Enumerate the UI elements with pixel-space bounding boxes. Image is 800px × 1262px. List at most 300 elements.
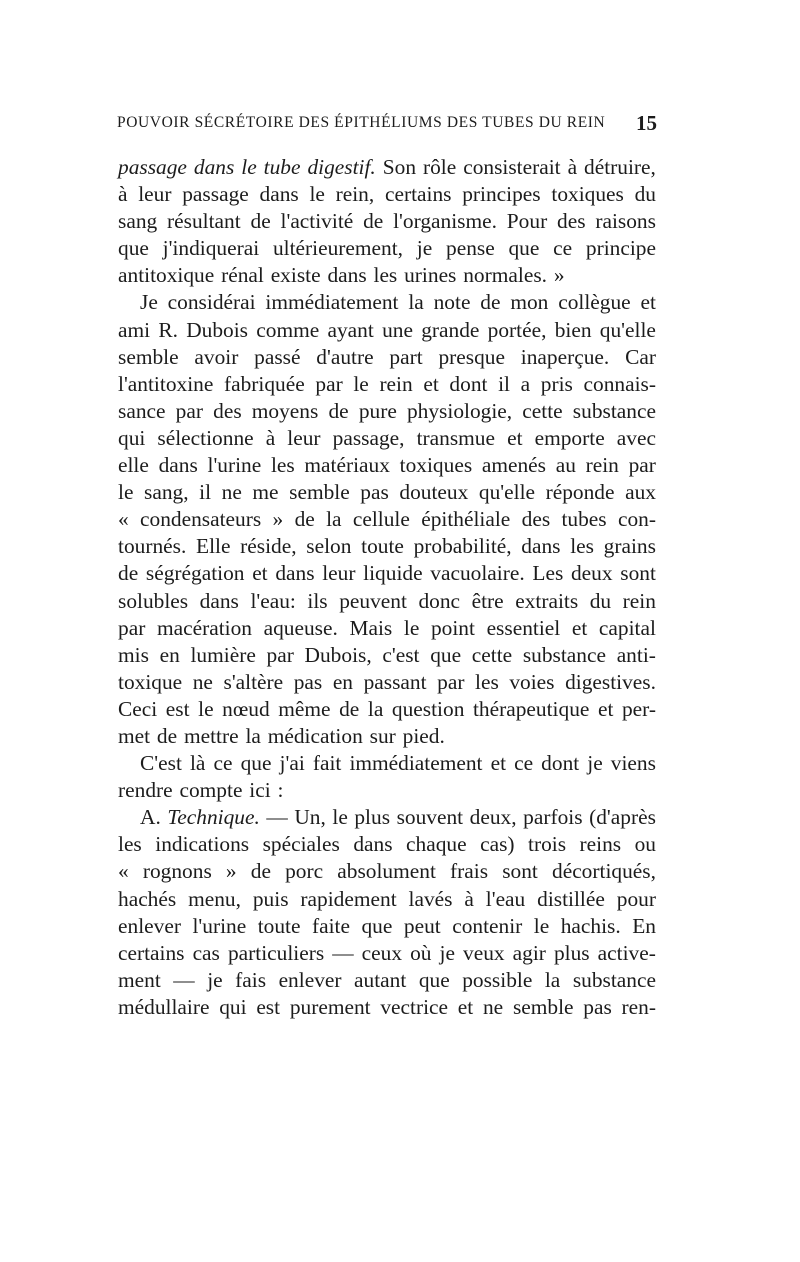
word: fais — [235, 967, 267, 992]
word: ment — [118, 967, 161, 992]
word: ce — [213, 751, 233, 776]
word: s'altère — [223, 669, 284, 694]
word: emporte — [534, 425, 605, 450]
word: elle — [118, 453, 149, 478]
word: des — [521, 507, 551, 532]
word: absolument — [337, 859, 436, 884]
word: veux — [463, 940, 505, 965]
word: considérai — [167, 290, 256, 315]
word: ne — [482, 994, 504, 1019]
word: donc — [418, 588, 461, 613]
word: principes — [462, 182, 541, 207]
word: les — [475, 669, 499, 694]
word: matériaux — [304, 453, 390, 478]
word: comme — [256, 317, 320, 342]
word: grande — [421, 317, 480, 342]
word: le — [198, 696, 214, 721]
word: passage — [182, 182, 249, 207]
word: où — [410, 940, 432, 965]
word: les — [570, 534, 594, 559]
word: Dubois — [186, 317, 249, 342]
word: Un, — [294, 805, 326, 830]
text-line — [118, 262, 656, 289]
text-line — [118, 452, 656, 479]
word: pour — [616, 886, 656, 911]
word: me — [252, 480, 279, 505]
word: ayant — [327, 317, 374, 342]
word: grains — [603, 534, 656, 559]
text-line — [118, 181, 656, 208]
word: pure — [358, 398, 397, 423]
word: que — [430, 642, 462, 667]
word: porc — [285, 859, 324, 884]
word: dans — [327, 263, 367, 288]
word: dans — [158, 453, 198, 478]
word: mettre — [183, 723, 239, 748]
word: en — [159, 642, 180, 667]
word: ne — [192, 669, 213, 694]
word: même — [278, 696, 331, 721]
word: rein — [622, 588, 656, 613]
word: transmue — [416, 425, 496, 450]
word: l'activité — [280, 209, 354, 234]
word: que — [508, 236, 540, 261]
word: de — [480, 290, 501, 315]
word: dont — [541, 751, 580, 776]
text-line — [118, 669, 656, 696]
word: Pour — [506, 209, 548, 234]
word: par — [175, 398, 203, 423]
word: puis — [252, 886, 289, 911]
word: deux, — [469, 805, 517, 830]
word: Ceci — [118, 696, 158, 721]
word: le — [353, 371, 369, 396]
word: de — [363, 209, 384, 234]
word: des — [213, 398, 242, 423]
word: c'est — [382, 642, 420, 667]
word: l'urine — [192, 913, 247, 938]
word: et — [252, 561, 268, 586]
text-line — [118, 317, 656, 344]
word: par — [315, 371, 343, 396]
word: passant — [363, 669, 427, 694]
word: Je — [140, 290, 158, 315]
word: ceux — [361, 940, 403, 965]
word: décortiqués, — [552, 859, 656, 884]
word: médication — [267, 723, 363, 748]
text-line — [118, 858, 656, 885]
word: substance — [522, 642, 606, 667]
word: vacuolaire. — [430, 561, 525, 586]
word: anti- — [616, 642, 656, 667]
text-line — [118, 208, 656, 235]
running-head — [117, 111, 657, 144]
word: semble — [512, 994, 574, 1019]
text-line — [118, 804, 656, 831]
text-line — [118, 831, 656, 858]
word: viens — [610, 751, 656, 776]
word: mon — [510, 290, 549, 315]
word: par — [437, 669, 465, 694]
word: — — [266, 805, 288, 830]
word: ce — [553, 236, 573, 261]
word: enlever — [118, 913, 181, 938]
word: autant — [354, 967, 407, 992]
word: » — [553, 263, 565, 288]
word: collègue — [558, 290, 631, 315]
text-line — [118, 154, 656, 181]
word: le — [118, 480, 134, 505]
word: du — [589, 588, 612, 613]
word: je — [207, 967, 223, 992]
word: parfois — [523, 805, 583, 830]
text-line — [118, 913, 656, 940]
word: et — [490, 751, 507, 776]
word: voies — [509, 669, 555, 694]
word: raisons — [595, 209, 656, 234]
word: peut — [403, 913, 441, 938]
word: l'urine — [207, 453, 262, 478]
word: macération — [156, 615, 252, 640]
word: ou — [634, 832, 656, 857]
text-line — [118, 371, 656, 398]
word: dans — [199, 588, 239, 613]
word: ultérieurement, — [272, 236, 404, 261]
word: chaque — [406, 832, 467, 857]
word: et — [597, 696, 614, 721]
word: le — [403, 615, 420, 640]
word: contenir — [452, 913, 523, 938]
word: cas) — [480, 832, 515, 857]
word: (d'après — [589, 805, 656, 830]
word: normales. — [463, 263, 547, 288]
word: de — [294, 507, 315, 532]
word: thérapeutique — [472, 696, 590, 721]
word: la — [367, 696, 384, 721]
text-line — [118, 777, 656, 804]
word: ren- — [621, 994, 656, 1019]
word: sont — [502, 859, 538, 884]
word: fabriquée — [223, 371, 305, 396]
word: rognons — [142, 859, 212, 884]
word: j'ai — [279, 751, 305, 776]
word: pied. — [402, 723, 445, 748]
word: possible — [462, 967, 533, 992]
word: et — [457, 994, 474, 1019]
body-text — [118, 154, 656, 1021]
word: physiologie, — [406, 398, 513, 423]
word: rendre — [118, 778, 173, 803]
word: dans — [521, 534, 561, 559]
word: dont — [449, 371, 488, 396]
word: : — [277, 778, 284, 803]
word: active- — [597, 940, 656, 965]
word: est — [165, 696, 190, 721]
word: que — [418, 967, 450, 992]
word: Les — [532, 561, 564, 586]
word: plus — [553, 940, 590, 965]
word: avec — [616, 425, 656, 450]
word: la — [326, 507, 342, 532]
word: — — [332, 940, 354, 965]
word: semble — [289, 480, 350, 505]
word: rôle — [422, 155, 457, 179]
word: existe — [270, 263, 321, 288]
word: et — [571, 615, 588, 640]
text-line — [118, 425, 656, 452]
word: « — [118, 859, 129, 884]
word: sur — [369, 723, 396, 748]
word: douteux — [399, 480, 469, 505]
word: réside, — [240, 534, 297, 559]
word: ne — [221, 480, 242, 505]
text-line — [118, 696, 656, 723]
word: et — [423, 371, 439, 396]
text-line — [118, 886, 656, 913]
word: deux — [570, 561, 613, 586]
word: Car — [625, 344, 656, 369]
word: la — [245, 723, 261, 748]
word: par — [628, 453, 656, 478]
word: C'est — [140, 751, 182, 776]
word: nœud — [222, 696, 270, 721]
word: essentiel — [486, 615, 561, 640]
word: Son — [382, 155, 417, 179]
text-line — [118, 940, 656, 967]
word: rapidement — [300, 886, 397, 911]
word: leur — [287, 425, 321, 450]
word: aqueuse. — [263, 615, 338, 640]
text-line — [118, 344, 656, 371]
word: part — [389, 344, 423, 369]
word: » — [225, 859, 237, 884]
word: particuliers — [227, 940, 325, 965]
word: ici — [249, 778, 271, 803]
word: certains — [384, 182, 452, 207]
word: de — [156, 723, 178, 748]
word: l'eau: — [250, 588, 296, 613]
word: de — [339, 696, 360, 721]
word: détruire, — [584, 155, 656, 179]
word: il — [498, 371, 510, 396]
word: selon — [306, 534, 352, 559]
word: Technique. — [167, 805, 260, 830]
word: par — [266, 642, 294, 667]
word: cette — [471, 642, 513, 667]
text-line — [118, 533, 656, 560]
word: Dubois, — [304, 642, 372, 667]
word: dans — [259, 182, 299, 207]
word: les — [373, 263, 398, 288]
text-line — [118, 615, 656, 642]
word: probabilité, — [413, 534, 512, 559]
text-line — [118, 479, 656, 506]
word: là — [189, 751, 206, 776]
word: toute — [361, 534, 404, 559]
word: passage, — [332, 425, 405, 450]
word: dans — [353, 832, 393, 857]
word: condensateurs — [140, 507, 262, 532]
text-line — [118, 723, 656, 750]
word: à — [118, 182, 128, 207]
word: digestives. — [565, 669, 656, 694]
word: que — [118, 236, 149, 261]
word: portée, — [487, 317, 547, 342]
word: épithéliale — [421, 507, 511, 532]
word: ségrégation — [145, 561, 245, 586]
word: peuvent — [339, 588, 407, 613]
word: il — [199, 480, 212, 505]
word: con- — [617, 507, 656, 532]
word: cas — [192, 940, 220, 965]
text-line — [118, 642, 656, 669]
word: point — [430, 615, 475, 640]
word: sélectionne — [157, 425, 254, 450]
word: réponde — [545, 480, 615, 505]
word: antitoxique — [118, 263, 215, 288]
word: compte — [179, 778, 243, 803]
word: sang, — [144, 480, 189, 505]
text-line — [118, 967, 656, 994]
word: en — [332, 669, 354, 694]
word: reins — [579, 832, 622, 857]
word: une — [382, 317, 413, 342]
word: urines — [404, 263, 457, 288]
word: inaperçue. — [520, 344, 610, 369]
word: médullaire — [118, 994, 210, 1019]
word: à — [567, 155, 578, 179]
word: d'autre — [316, 344, 374, 369]
word: de — [118, 561, 139, 586]
word: tubes — [561, 507, 607, 532]
word: enlever — [278, 967, 342, 992]
word: menu, — [188, 886, 241, 911]
word: qui — [118, 425, 146, 450]
word: plus — [354, 805, 391, 830]
word: à — [464, 886, 474, 911]
word: que — [240, 751, 272, 776]
word: consisterait — [463, 155, 561, 179]
word: à — [265, 425, 276, 450]
word: connais- — [583, 371, 656, 396]
text-line — [118, 560, 656, 587]
word: je — [587, 751, 603, 776]
word: hachés — [118, 886, 177, 911]
word: rein — [379, 371, 413, 396]
word: dans — [275, 561, 315, 586]
word: ami — [118, 317, 151, 342]
word: est — [256, 994, 281, 1019]
word: l'organisme. — [393, 209, 497, 234]
word: a — [520, 371, 531, 396]
word: l'eau — [485, 886, 526, 911]
word: digestif. — [307, 155, 376, 179]
word: rein — [585, 453, 619, 478]
text-line — [118, 289, 656, 316]
word: le — [309, 182, 325, 207]
page-number: 15 — [636, 111, 657, 135]
word: pas — [360, 480, 389, 505]
word: de — [250, 859, 271, 884]
word: toxiques — [399, 453, 473, 478]
word: agir — [512, 940, 546, 965]
word: l'antitoxine — [118, 371, 214, 396]
text-line — [118, 398, 656, 425]
word: cellule — [352, 507, 410, 532]
word: je — [416, 236, 433, 261]
word: les — [118, 832, 142, 857]
word: substance — [572, 398, 656, 423]
word: faite — [311, 913, 350, 938]
word: pas — [293, 669, 323, 694]
word: la — [544, 967, 561, 992]
word: A. — [140, 805, 161, 830]
word: mis — [118, 642, 149, 667]
word: amenés — [481, 453, 546, 478]
word: distillée — [537, 886, 605, 911]
word: résultant — [167, 209, 241, 234]
word: Mais — [349, 615, 393, 640]
text-line — [118, 750, 656, 777]
word: toxique — [118, 669, 183, 694]
word: le — [533, 913, 550, 938]
word: ce — [514, 751, 534, 776]
word: le — [241, 155, 257, 179]
running-title: POUVOIR SÉCRÉTOIRE DES ÉPITHÉLIUMS DES TUBES DU REIN — [117, 114, 606, 131]
word: presque — [438, 344, 505, 369]
word: sont — [620, 561, 656, 586]
word: qui — [219, 994, 247, 1019]
word: spéciales — [262, 832, 340, 857]
word: immédiatement — [349, 751, 483, 776]
word: de — [250, 209, 271, 234]
word: R. — [158, 317, 178, 342]
word: per- — [621, 696, 656, 721]
word: sance — [118, 398, 166, 423]
word: capital — [598, 615, 656, 640]
word: tournés. — [118, 534, 187, 559]
word: rein, — [335, 182, 375, 207]
word: solubles — [118, 588, 189, 613]
text-line — [118, 235, 656, 262]
word: hachis. — [560, 913, 621, 938]
word: leur — [138, 182, 172, 207]
word: ils — [307, 588, 328, 613]
word: note — [433, 290, 471, 315]
word: lumière — [190, 642, 256, 667]
word: les — [270, 453, 295, 478]
word: la — [408, 290, 424, 315]
word: vectrice — [380, 994, 449, 1019]
word: et — [507, 425, 523, 450]
word: pas — [583, 994, 612, 1019]
word: qu'elle — [599, 317, 656, 342]
word: toute — [257, 913, 301, 938]
word: des — [557, 209, 586, 234]
word: qu'elle — [478, 480, 536, 505]
text-line — [118, 994, 656, 1021]
word: passage — [118, 155, 187, 179]
word: bien — [554, 317, 592, 342]
word: leur — [322, 561, 356, 586]
word: dans — [193, 155, 235, 179]
word: Elle — [196, 534, 231, 559]
word: « — [118, 507, 129, 532]
word: principe — [585, 236, 656, 261]
word: trois — [528, 832, 567, 857]
word: cette — [522, 398, 563, 423]
text-line — [118, 588, 656, 615]
